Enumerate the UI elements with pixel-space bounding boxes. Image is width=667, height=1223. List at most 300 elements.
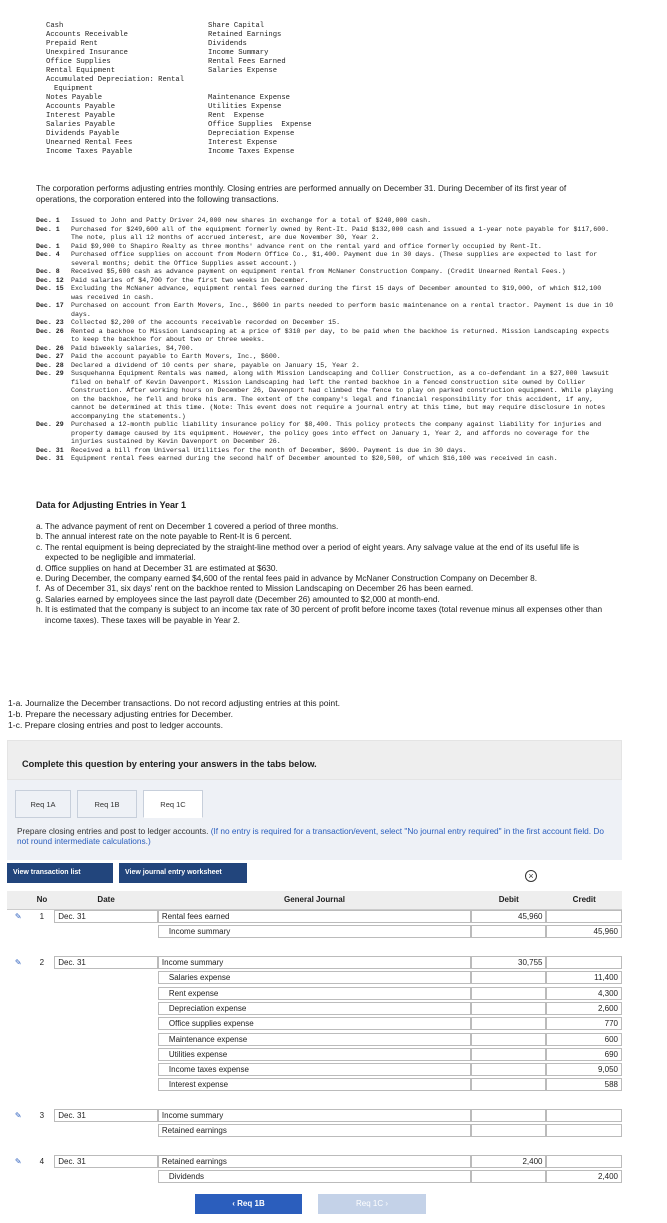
account-cell [158, 1123, 471, 1138]
transaction-text: Excluding the McNaner advance, equipment rental fees earned during the first 15 days of December amounted to $19,000, of which $12,100 was received in cash. [71, 285, 602, 301]
transaction-text: Issued to John and Patty Driver 24,000 new shares in exchange for a total of $240,000 cash. [71, 217, 432, 224]
account-name: Rental Equipment [46, 67, 116, 75]
date-header: Date [54, 891, 158, 909]
transaction-text: Purchased on account from Earth Movers, Inc., $600 in parts needed to perform basic maintenance on a rental tractor. Payment is due in 10 days. [71, 302, 614, 318]
credit-header: Credit [546, 891, 622, 909]
transaction-item [36, 345, 616, 354]
spacer-cell [7, 1093, 622, 1108]
view-transaction-list-button[interactable]: View transaction list [7, 863, 113, 883]
credit-cell [546, 924, 622, 939]
date-cell [54, 1016, 158, 1031]
credit-field[interactable]: 588 [546, 1078, 622, 1091]
entry-no [30, 1169, 55, 1184]
transaction-text: Purchased a 12-month public liability insurance policy for $8,400. This policy protects the company against liability for injuries and property damage caused by its equipment. However, the policy goes into effect on January 1, Year 2, and affords no coverage for the injuries sustained by Kevin Davenport on December 26. [71, 421, 602, 445]
adjusting-text: It is estimated that the company is subject to an income tax rate of 30 percent of profit before income taxes (total revenue minus all expenses other than income taxes). These taxes will be payable in Year 2. [45, 604, 603, 625]
requirements [8, 698, 340, 731]
adjusting-item [36, 542, 606, 563]
account-name: Accumulated Depreciation: Rental [46, 76, 185, 84]
account-name: Office Supplies [46, 58, 111, 66]
account-name: Share Capital [208, 22, 265, 30]
prev-req-label: Req 1B [237, 1199, 265, 1208]
transaction-date: Dec. 23 [36, 319, 64, 326]
adjusting-item [36, 573, 606, 583]
spacer-cell [7, 940, 622, 955]
close-icon[interactable]: × [525, 870, 537, 882]
account-cell [158, 1169, 471, 1184]
account-name: Income Taxes Payable [46, 148, 133, 156]
transaction-item [36, 353, 616, 362]
edit-cell [7, 924, 30, 939]
debit-cell [471, 970, 546, 985]
transaction-item [36, 421, 616, 447]
edit-cell [7, 1047, 30, 1062]
debit-field[interactable]: 45,960 [471, 910, 546, 923]
account-name: Income Taxes Expense [208, 148, 295, 156]
tab-req-1c[interactable]: Req 1C [143, 790, 203, 818]
credit-cell [546, 1031, 622, 1046]
journal-row [7, 1031, 622, 1046]
edit-cell [7, 1108, 30, 1123]
spacer [208, 76, 368, 85]
credit-field[interactable]: 4,300 [546, 987, 622, 1000]
account-name: Dividends [208, 40, 247, 48]
entry-spacer [7, 1138, 622, 1153]
debit-cell [471, 1001, 546, 1016]
entry-spacer [7, 940, 622, 955]
transaction-date: Dec. 26 [36, 344, 64, 352]
credit-cell [546, 1016, 622, 1031]
transaction-date: Dec. 15 [36, 285, 64, 292]
transaction-text: Paid the account payable to Earth Movers, Inc., $600. [71, 353, 281, 360]
account-name: Accounts Payable [46, 103, 116, 111]
transaction-text: Collected $2,200 of the accounts receivable recorded on December 15. [71, 319, 341, 326]
account-cell [158, 1108, 471, 1123]
transaction-date: Dec. 4 [36, 251, 60, 258]
transaction-date: Dec. 29 [36, 421, 64, 428]
credit-cell [546, 1108, 622, 1123]
edit-cell [7, 1001, 30, 1016]
account-field[interactable]: Income taxes expense [158, 1063, 471, 1076]
entry-no [30, 924, 55, 939]
transaction-item [36, 447, 616, 456]
transaction-text: Paid biweekly salaries, $4,700. [71, 344, 194, 352]
journal-row [7, 1016, 622, 1031]
adjusting-item [36, 583, 606, 593]
tabs-area [7, 780, 622, 860]
adjusting-item [36, 521, 606, 531]
view-journal-worksheet-button[interactable]: View journal entry worksheet [119, 863, 247, 883]
transaction-date: Dec. 27 [36, 353, 64, 360]
journal-row [7, 955, 622, 970]
credit-field[interactable]: 45,960 [546, 925, 622, 938]
account-field[interactable]: Income summary [158, 925, 471, 938]
account-field[interactable]: Maintenance expense [158, 1033, 471, 1046]
account-field[interactable]: Salaries expense [158, 971, 471, 984]
account-cell [158, 1016, 471, 1031]
edit-cell [7, 970, 30, 985]
transaction-item [36, 226, 616, 243]
debit-field[interactable] [471, 1017, 546, 1030]
credit-field[interactable]: 690 [546, 1048, 622, 1061]
transaction-text: Received a bill from Universal Utilities for the month of December, $690. Payment is due in 30 days. [71, 446, 467, 454]
account-name: Prepaid Rent [46, 40, 98, 48]
adjusting-text: The rental equipment is being depreciated by the straight-line method over a period of eight years. Any salvage value at the end of its useful life is expected to be negligible and immaterial. [45, 541, 580, 563]
pencil-icon[interactable]: ✎ [14, 1111, 22, 1120]
tab-req-1a[interactable]: Req 1A [15, 790, 71, 818]
credit-field[interactable]: 11,400 [546, 971, 622, 984]
account-name: Interest Expense [208, 139, 278, 147]
adjusting-letter: g. [36, 593, 43, 604]
prompt-main: Prepare closing entries and post to ledger accounts. [17, 826, 211, 836]
transaction-date: Dec. 1 [36, 225, 60, 233]
question-prompt [17, 826, 617, 846]
account-name: Retained Earnings [208, 31, 282, 39]
account-name: Accounts Receivable [46, 31, 128, 39]
date-field[interactable]: Dec. 31 [54, 910, 158, 923]
journal-row [7, 1077, 622, 1092]
edit-cell [7, 1077, 30, 1092]
transaction-item [36, 319, 616, 328]
debit-cell [471, 1169, 546, 1184]
tab-req-1b[interactable]: Req 1B [77, 790, 137, 818]
entry-no [30, 1031, 55, 1046]
account-field[interactable]: Rental fees earned [158, 910, 471, 923]
entry-no: 2 [39, 958, 45, 968]
account-field[interactable]: Retained earnings [158, 1155, 471, 1168]
adjusting-list [36, 521, 606, 625]
transaction-text: Equipment rental fees earned during the second half of December amounted to $20,500, of which $16,100 was received in cash. [71, 455, 558, 462]
account-field[interactable]: Depreciation expense [158, 1002, 471, 1015]
entry-no: 1 [39, 912, 45, 922]
debit-field[interactable]: 2,400 [471, 1155, 546, 1168]
date-cell [54, 924, 158, 939]
requirement-1c: 1-c. Prepare closing entries and post to ledger accounts. [8, 720, 223, 730]
transaction-text: Received $5,600 cash as advance payment on equipment rental from McNaner Construction Company. (Credit Unearned Rental Fees.) [71, 268, 566, 275]
debit-field[interactable] [471, 925, 546, 938]
debit-header: Debit [471, 891, 546, 909]
account-cell [158, 1077, 471, 1092]
date-cell [54, 1031, 158, 1046]
journal-table [7, 891, 622, 1184]
credit-cell [546, 1154, 622, 1169]
credit-field[interactable]: 2,600 [546, 1002, 622, 1015]
date-cell [54, 1123, 158, 1138]
pencil-icon[interactable]: ✎ [14, 1156, 22, 1166]
date-field[interactable]: Dec. 31 [54, 1109, 158, 1122]
journal-row [7, 924, 622, 939]
entry-no [30, 970, 55, 985]
credit-cell [546, 909, 622, 924]
journal-row [7, 1169, 622, 1184]
entry-no [30, 1123, 55, 1138]
requirement-1b: 1-b. Prepare the necessary adjusting entries for December. [8, 709, 233, 719]
account-field[interactable]: Income summary [158, 1109, 471, 1122]
date-cell [54, 1062, 158, 1077]
transaction-item [36, 370, 616, 421]
credit-field[interactable]: 2,400 [546, 1170, 622, 1183]
account-cell [158, 924, 471, 939]
credit-field[interactable]: 9,050 [546, 1063, 622, 1076]
journal-row [7, 1062, 622, 1077]
debit-field[interactable] [471, 1002, 546, 1015]
account-name: Cash [46, 22, 64, 30]
edit-col-header [7, 891, 30, 909]
account-cell [158, 1062, 471, 1077]
debit-cell [471, 985, 546, 1000]
bottom-nav [195, 1194, 430, 1214]
account-field[interactable]: Utilities expense [158, 1048, 471, 1061]
account-cell [158, 1154, 471, 1169]
instructions-text: Complete this question by entering your answers in the tabs below. [22, 759, 317, 769]
debit-cell [471, 1031, 546, 1046]
edit-cell [7, 1123, 30, 1138]
date-field[interactable]: Dec. 31 [54, 956, 158, 969]
account-cell [158, 970, 471, 985]
entry-no: 3 [39, 1111, 45, 1120]
account-name: Income Summary [208, 49, 269, 57]
account-name: Depreciation Expense [208, 130, 295, 138]
account-name: Unearned Rental Fees [46, 139, 133, 147]
debit-cell [471, 909, 546, 924]
date-cell [54, 1169, 158, 1184]
next-req-button[interactable]: Req 1C › [318, 1194, 426, 1214]
transaction-text: Declared a dividend of 10 cents per share, payable on January 15, Year 2. [71, 361, 360, 369]
edit-cell [7, 1062, 30, 1077]
debit-cell [471, 1108, 546, 1123]
account-name: Equipment [54, 85, 93, 93]
debit-field[interactable] [471, 1124, 546, 1137]
debit-cell [471, 1077, 546, 1092]
account-name: Salaries Payable [46, 121, 116, 129]
transaction-item [36, 285, 616, 302]
credit-cell [546, 985, 622, 1000]
accounts-left-column [46, 22, 211, 157]
entry-no: 4 [39, 1156, 45, 1166]
credit-cell [546, 955, 622, 970]
journal-row [7, 1123, 622, 1138]
date-cell [54, 909, 158, 924]
credit-cell [546, 970, 622, 985]
transaction-item [36, 277, 616, 286]
prompt-note: (If no entry is required for a transaction/event, select "No journal entry required" in the first account field. Do not round intermediate calculations.) [17, 826, 604, 846]
adjusting-text: The annual interest rate on the note payable to Rent-It is 6 percent. [45, 531, 292, 542]
account-name: Interest Payable [46, 112, 116, 120]
credit-field[interactable] [546, 1155, 622, 1168]
edit-cell [7, 1016, 30, 1031]
adjusting-letter: f. [36, 583, 41, 594]
credit-cell [546, 1001, 622, 1016]
account-field[interactable]: Dividends [158, 1170, 471, 1183]
adjusting-text: Salaries earned by employees since the last payroll date (December 26) amounted to $2,000 at month-end. [45, 593, 440, 604]
transaction-item [36, 328, 616, 345]
journal-row [7, 970, 622, 985]
spacer-cell [7, 1138, 622, 1153]
transaction-item [36, 302, 616, 319]
transaction-date: Dec. 28 [36, 361, 64, 369]
account-header: General Journal [158, 891, 471, 909]
date-cell [54, 985, 158, 1000]
account-field[interactable]: Rent expense [158, 987, 471, 1000]
entry-no [30, 1047, 55, 1062]
transaction-date: Dec. 8 [36, 268, 60, 275]
adjusting-text: The advance payment of rent on December 1 covered a period of three months. [45, 521, 339, 531]
transaction-text: Paid salaries of $4,700 for the first two weeks in December. [71, 276, 309, 284]
credit-cell [546, 1047, 622, 1062]
adjusting-text: As of December 31, six days' rent on the backhoe rented to Mission Landscaping on December 26 has been earned. [45, 583, 474, 594]
account-name: Utilities Expense [208, 103, 282, 111]
adjusting-letter: h. [36, 604, 43, 615]
account-name: Dividends Payable [46, 130, 120, 138]
transaction-text: Rented a backhoe to Mission Landscaping at a price of $310 per day, to be paid when the backhoe is returned. Mission Landscaping expects to keep the backhoe for about two or three weeks. [71, 327, 610, 343]
accounts-right-column [208, 22, 368, 157]
credit-field[interactable]: 770 [546, 1017, 622, 1030]
journal-row [7, 1001, 622, 1016]
adjusting-letter: e. [36, 573, 43, 584]
pencil-icon[interactable]: ✎ [14, 912, 22, 922]
debit-cell [471, 924, 546, 939]
debit-field[interactable] [471, 971, 546, 984]
adjusting-letter: b. [36, 531, 43, 542]
adjusting-letter: a. [36, 521, 43, 531]
journal-row [7, 909, 622, 924]
account-name: Rent Expense [208, 112, 265, 120]
account-name: Maintenance Expense [208, 94, 290, 102]
account-field[interactable]: Interest expense [158, 1078, 471, 1091]
transaction-item [36, 362, 616, 371]
date-cell [54, 955, 158, 970]
account-cell [158, 955, 471, 970]
transaction-date: Dec. 31 [36, 455, 64, 462]
date-field[interactable]: Dec. 31 [54, 1155, 158, 1168]
credit-field[interactable] [546, 1109, 622, 1122]
transaction-list [36, 217, 616, 464]
transaction-date: Dec. 1 [36, 217, 60, 224]
account-name: Rental Fees Earned [208, 58, 286, 66]
debit-cell [471, 1016, 546, 1031]
debit-cell [471, 1062, 546, 1077]
debit-cell [471, 1123, 546, 1138]
date-cell [54, 970, 158, 985]
edit-cell [7, 955, 30, 970]
transaction-item [36, 455, 616, 464]
debit-cell [471, 1047, 546, 1062]
adjusting-item [36, 563, 606, 573]
debit-field[interactable] [471, 987, 546, 1000]
entry-no [30, 1016, 55, 1031]
debit-field[interactable] [471, 1078, 546, 1091]
date-cell [54, 1001, 158, 1016]
instructions-box [7, 740, 622, 780]
debit-cell [471, 1154, 546, 1169]
account-cell [158, 985, 471, 1000]
transaction-text: Purchased for $249,600 all of the equipment formerly owned by Rent-It. Paid $132,000 cash and issued a 1-year note payable for $117,600. The note, plus all 12 months of accrued interest, are due November 30, Year 2. [71, 225, 610, 241]
account-name: Office Supplies Expense [208, 121, 312, 129]
account-field[interactable]: Income summary [158, 956, 471, 969]
credit-cell [546, 1062, 622, 1077]
adjusting-title: Data for Adjusting Entries in Year 1 [36, 500, 187, 510]
transaction-item [36, 251, 616, 268]
adjusting-text: Office supplies on hand at December 31 are estimated at $630. [45, 562, 278, 573]
credit-cell [546, 1123, 622, 1138]
no-header: No [30, 891, 55, 909]
journal-row [7, 985, 622, 1000]
credit-field[interactable] [546, 956, 622, 969]
credit-field[interactable]: 600 [546, 1033, 622, 1046]
credit-field[interactable] [546, 1124, 622, 1137]
transaction-item [36, 217, 616, 226]
adjusting-text: During December, the company earned $4,600 of the rental fees paid in advance by McNaner Construction Company on December 8. [45, 573, 538, 584]
transaction-date: Dec. 17 [36, 302, 64, 309]
transaction-date: Dec. 26 [36, 327, 64, 335]
account-cell [158, 909, 471, 924]
account-cell [158, 1001, 471, 1016]
account-name: Salaries Expense [208, 67, 278, 75]
transaction-item [36, 243, 616, 252]
debit-field[interactable] [471, 1033, 546, 1046]
account-field[interactable]: Retained earnings [158, 1124, 471, 1137]
adjusting-item [36, 604, 606, 625]
account-cell [158, 1031, 471, 1046]
account-name: Unexpired Insurance [46, 49, 128, 57]
date-cell [54, 1154, 158, 1169]
account-cell [158, 1047, 471, 1062]
entry-spacer [7, 1093, 622, 1108]
entry-no [30, 1062, 55, 1077]
edit-cell [7, 1169, 30, 1184]
prev-req-button[interactable]: ‹ Req 1B [195, 1194, 302, 1214]
edit-cell [7, 1154, 30, 1169]
transaction-date: Dec. 12 [36, 276, 64, 284]
account-field[interactable]: Office supplies expense [158, 1017, 471, 1030]
transaction-text: Susquehanna Equipment Rentals was named, along with Mission Landscaping and Collier Construction, as a co-defendant in a $27,000 lawsuit filed on behalf of Kevin Davenport. Mission Landscaping had left the rented backhoe in a fenced construction site owned by Collier Construction. After working hours on December 26, Davenport had climbed the fence to play on parked construction equipment. While playing on the backhoe, he fell and broke his arm. The extent of the company's legal and financial responsibility for this accident, if any, cannot be determined at this time. (Note: This event does not require a journal entry at this time, but may require disclosure in notes accompanying the statements.) [71, 370, 614, 420]
edit-cell [7, 1031, 30, 1046]
credit-cell [546, 1169, 622, 1184]
intro-text: The corporation performs adjusting entries monthly. Closing entries are performed annually on December 31. During December of its first year of operations, the corporation entered into the following transactions. [36, 183, 567, 204]
date-cell [54, 1108, 158, 1123]
pencil-icon[interactable]: ✎ [14, 958, 22, 968]
adjusting-item [36, 531, 606, 541]
journal-row [7, 1047, 622, 1062]
entry-no [30, 985, 55, 1000]
journal-row [7, 1154, 622, 1169]
entry-no [30, 1001, 55, 1016]
transaction-item [36, 268, 616, 277]
credit-field[interactable] [546, 910, 622, 923]
debit-field[interactable] [471, 1170, 546, 1183]
edit-cell [7, 985, 30, 1000]
debit-field[interactable]: 30,755 [471, 956, 546, 969]
adjusting-letter: d. [36, 562, 43, 573]
debit-field[interactable] [471, 1063, 546, 1076]
debit-field[interactable] [471, 1109, 546, 1122]
date-cell [54, 1047, 158, 1062]
journal-row [7, 1108, 622, 1123]
account-name: Notes Payable [46, 94, 103, 102]
edit-cell [7, 909, 30, 924]
transaction-date: Dec. 31 [36, 446, 64, 454]
debit-field[interactable] [471, 1048, 546, 1061]
requirement-1a: 1-a. Journalize the December transactions. Do not record adjusting entries at this point. [8, 698, 340, 708]
date-cell [54, 1077, 158, 1092]
spacer [208, 85, 368, 94]
next-req-label: Req 1C [355, 1199, 384, 1208]
transaction-date: Dec. 1 [36, 242, 60, 250]
entry-no [30, 1077, 55, 1092]
transaction-text: Paid $9,900 to Shapiro Realty as three months' advance rent on the rental yard and office formerly occupied by Rent-It. [71, 242, 542, 250]
transaction-date: Dec. 29 [36, 370, 64, 377]
transaction-text: Purchased office supplies on account from Modern Office Co., $1,400. Payment due in 30 days. (These supplies are expected to last for several months; debit the Office Supplies asset account.) [71, 251, 598, 267]
adjusting-letter: c. [36, 541, 43, 552]
